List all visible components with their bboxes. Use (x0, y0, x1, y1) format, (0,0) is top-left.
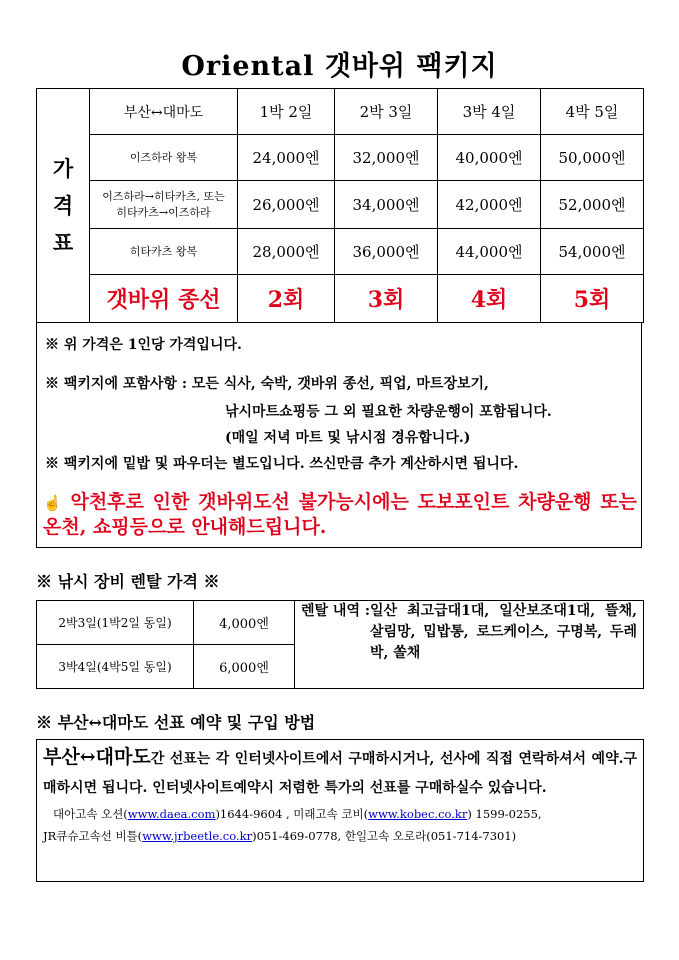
rental-price: 4,000엔 (194, 601, 295, 645)
note-price-per-person: ※ 위 가격은 1인당 가격입니다. (45, 337, 242, 353)
price-cell: 26,000엔 (238, 181, 335, 229)
ferry-contacts-line1 (53, 803, 637, 825)
price-cell: 32,000엔 (335, 135, 438, 181)
jrbeetle-link[interactable]: www.jrbeetle.co.kr (142, 829, 253, 843)
purchase-info (43, 743, 637, 803)
notes-box (36, 323, 642, 548)
page-title: Oriental 갯바위 팩키지 (181, 51, 498, 82)
price-cell: 28,000엔 (238, 229, 335, 275)
row-label-line: 이즈하라→히타카츠, 또는 (102, 189, 225, 203)
header-4n5d: 4박 5일 (541, 89, 644, 135)
contact-text: )051-469-0778, 한일고속 오로라(051-714-7301) (252, 829, 517, 843)
row-label-hitakatsu: 히타카츠 왕복 (90, 229, 238, 275)
pointing-hand-icon: ☝ (43, 494, 62, 512)
ferry-contacts-line2 (43, 825, 637, 847)
header-1n2d: 1박 2일 (238, 89, 335, 135)
price-table (36, 88, 644, 323)
boat-count: 4회 (438, 275, 541, 323)
contact-text: )1644-9604 , 미래고속 코비( (215, 807, 369, 821)
rental-price: 6,000엔 (194, 645, 295, 689)
kobec-link[interactable]: www.kobec.co.kr (368, 807, 468, 821)
price-cell: 50,000엔 (541, 135, 644, 181)
purchase-lead-route: 부산↔대마도 (43, 746, 151, 768)
daea-link[interactable]: www.daea.com (127, 807, 216, 821)
purchase-box (36, 739, 644, 882)
note-package-includes: ※ 팩키지에 포함사항 : 모든 식사, 숙박, 갯바위 종선, 픽업, 마트장보기, (45, 376, 489, 392)
boat-count: 5회 (541, 275, 644, 323)
category-char: 격 (52, 193, 74, 218)
rental-detail-label: 렌탈 내역 : (301, 603, 371, 619)
note-package-includes-line2: 낚시마트쇼핑등 그 외 필요한 차량운행이 포함됩니다. (225, 404, 552, 420)
header-route: 부산↔대마도 (90, 89, 238, 135)
price-cell: 24,000엔 (238, 135, 335, 181)
contact-text: JR큐슈고속선 비틀( (43, 829, 143, 843)
purchase-heading: ※ 부산↔대마도 선표 예약 및 구입 방법 (36, 713, 316, 732)
price-cell: 42,000엔 (438, 181, 541, 229)
price-cell: 36,000엔 (335, 229, 438, 275)
price-cell: 54,000엔 (541, 229, 644, 275)
weather-warning (43, 490, 637, 539)
rental-heading: ※ 낚시 장비 렌탈 가격 ※ (36, 572, 220, 591)
rental-table (36, 600, 644, 689)
rental-detail (295, 601, 644, 689)
header-2n3d: 2박 3일 (335, 89, 438, 135)
row-label-line: 히타카츠→이즈하라 (116, 205, 211, 219)
contact-text: ) 1599-0255, (467, 807, 542, 821)
note-package-includes-line3: (매일 저녁 마트 및 낚시점 경유합니다.) (225, 430, 471, 446)
price-cell: 40,000엔 (438, 135, 541, 181)
row-label-izuhara: 이즈하라 왕복 (90, 135, 238, 181)
rental-period: 3박4일(4박5일 동일) (37, 645, 194, 689)
category-char: 가 (52, 156, 74, 181)
boat-count: 2회 (238, 275, 335, 323)
note-bait-extra: ※ 팩키지에 밑밥 및 파우더는 별도입니다. 쓰신만큼 추가 계산하시면 됩니다. (45, 456, 519, 472)
purchase-lead-text: 간 선표는 각 인터넷사이트에서 구매하시거나, 선사에 직접 연락하셔서 예약.구매하시면 됩니다. 인터넷사이트예약시 저렴한 특가의 선표를 구매하실수 있습니다. (43, 751, 637, 796)
price-cell: 34,000엔 (335, 181, 438, 229)
row-label-oneway (90, 181, 238, 229)
boat-row-label: 갯바위 종선 (90, 275, 238, 323)
boat-count: 3회 (335, 275, 438, 323)
contact-text: 대아고속 오션( (53, 807, 128, 821)
rental-period: 2박3일(1박2일 동일) (37, 601, 194, 645)
price-cell: 52,000엔 (541, 181, 644, 229)
price-category-label (37, 89, 90, 323)
category-char: 표 (52, 230, 74, 255)
rental-detail-text: 일산 최고급대1대, 일산보조대1대, 뜰채, 살림망, 밉밥통, 로드케이스, 구명복, 두레박, 쏠채 (370, 603, 637, 661)
weather-warning-text: 악천후로 인한 갯바위도선 불가능시에는 도보포인트 차량운행 또는 온천, 쇼핑등으로 안내해드립니다. (43, 491, 637, 538)
price-cell: 44,000엔 (438, 229, 541, 275)
header-3n4d: 3박 4일 (438, 89, 541, 135)
